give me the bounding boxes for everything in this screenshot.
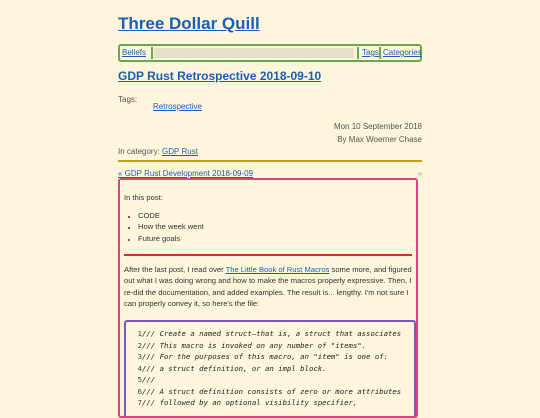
category-label: In category: [118,147,160,156]
post-title[interactable]: GDP Rust Retrospective 2018-09-10 [118,69,322,83]
code-line [126,340,401,352]
next-post-arrow: » [418,169,423,178]
header-divider [118,160,422,162]
post-content [118,178,418,418]
nav-categories-link[interactable]: Categories [383,48,422,57]
code-line [126,397,401,409]
line-number: 7 [137,398,142,407]
toc-heading: In this post: [124,193,163,202]
code-text: /// For the purposes of this macro, an "item" is one of: [142,352,389,361]
code-text: /// Create a named struct—that is, a struct that associates [142,329,402,338]
code-line [126,363,401,375]
site-title[interactable]: Three Dollar Quill [118,14,260,33]
rust-macros-book-link[interactable]: The Little Book of Rust Macros [225,265,330,274]
toc-item[interactable]: • Future goals [138,233,204,244]
line-number: 1 [137,329,142,338]
code-text: /// A struct definition consists of zero or more attributes [142,386,402,396]
code-text: /// a struct definition, or an impl block. [142,363,327,373]
table-of-contents [124,210,204,244]
category-link[interactable]: GDP Rust [162,147,198,156]
code-line [126,386,401,398]
nav-bar [118,44,422,62]
code-lines [126,328,401,409]
code-text: /// This macro is invoked on any number of "items". [142,340,367,350]
line-number: 5 [137,375,142,384]
code-line [126,374,401,386]
tag-link-retrospective[interactable]: Retrospective [153,102,202,111]
line-number: 4 [137,363,142,373]
code-line [126,328,401,340]
nav-divider [151,47,153,59]
tags-label: Tags: [118,95,138,104]
intro-paragraph [124,264,416,310]
post-author: By Max Woerner Chase [337,135,422,144]
post-category [118,147,198,156]
code-line [126,351,401,363]
nav-beliefs-link[interactable]: Beliefs [122,48,147,57]
line-number: 2 [137,340,142,350]
line-number: 6 [137,386,142,396]
code-block [124,320,416,418]
intro-text-after: some more, and figured out what I was doing wrong and how to make the macros properly expressive. Then, I re-did the documentation, and added examples. The result is... lengthy. I'm not sure I can properly convey it, so here's the file: [124,265,412,309]
previous-post-link[interactable]: « GDP Rust Development 2018-09-09 [118,169,254,178]
nav-spacer [154,48,354,58]
nav-divider [379,47,381,59]
toc-item[interactable]: • CODE [138,210,204,221]
post-date: Mon 10 September 2018 [333,122,422,131]
toc-item[interactable]: • How the week went [138,221,204,232]
code-text: /// followed by an optional visibility specifier, [142,398,358,407]
section-divider [124,254,412,256]
code-text: /// [142,375,156,384]
nav-divider [357,47,359,59]
nav-tags-link[interactable]: Tags [362,48,379,57]
intro-text-before: After the last post, I read over [124,265,226,274]
line-number: 3 [137,352,142,361]
